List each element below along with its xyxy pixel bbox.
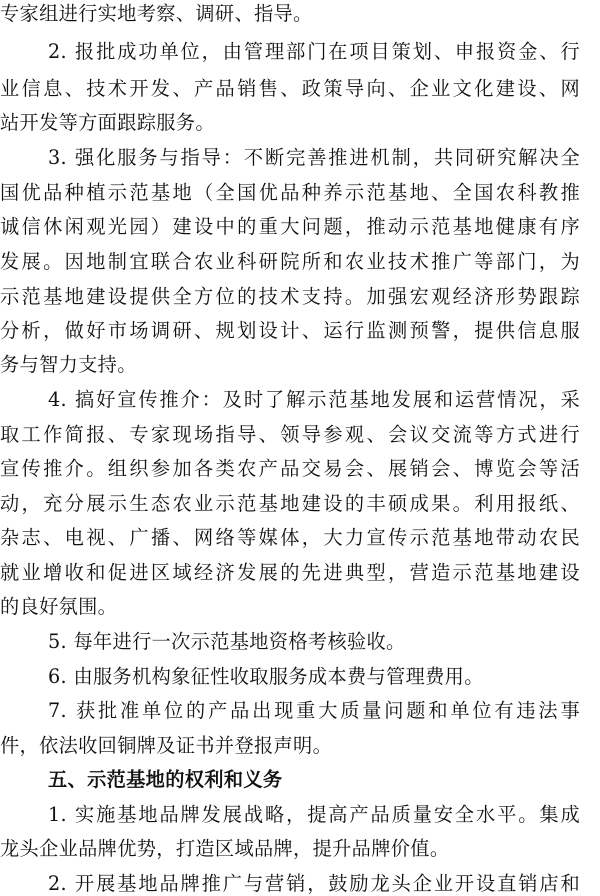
text-line: 7. 获批准单位的产品出现重大质量问题和单位有违法事 bbox=[48, 699, 580, 722]
text-line: 发展。因地制宜联合农业科研院所和农业技术推广等部门，为 bbox=[0, 250, 580, 273]
text-line: 业信息、技术开发、产品销售、政策导向、企业文化建设、网 bbox=[0, 77, 580, 100]
text-line: 6. 由服务机构象征性收取服务成本费与管理费用。 bbox=[48, 665, 484, 688]
text-line: 分析，做好市场调研、规划设计、运行监测预警，提供信息服 bbox=[0, 319, 580, 342]
text-line: 1. 实施基地品牌发展战略，提高产品质量安全水平。集成 bbox=[48, 803, 580, 826]
text-line: 的良好氛围。 bbox=[0, 595, 118, 618]
text-line: 4. 搞好宣传推介：及时了解示范基地发展和运营情况，采 bbox=[48, 388, 580, 411]
text-line: 取工作简报、专家现场指导、领导参观、会议交流等方式进行 bbox=[0, 423, 580, 446]
text-line: 宣传推介。组织参加各类农产品交易会、展销会、博览会等活 bbox=[0, 457, 580, 480]
text-line: 动，充分展示生态农业示范基地建设的丰硕成果。利用报纸、 bbox=[0, 492, 580, 515]
text-line: 2. 开展基地品牌推广与营销，鼓励龙头企业开设直销店和 bbox=[48, 872, 580, 895]
text-line: 龙头企业品牌优势，打造区域品牌，提升品牌价值。 bbox=[0, 837, 450, 860]
text-line: 国优品种植示范基地（全国优品种养示范基地、全国农科教推 bbox=[0, 181, 580, 204]
text-line: 站开发等方面跟踪服务。 bbox=[0, 111, 215, 134]
text-line: 务与智力支持。 bbox=[0, 353, 137, 376]
text-line: 专家组进行实地考察、调研、指导。 bbox=[0, 2, 313, 25]
text-line: 3. 强化服务与指导：不断完善推进机制，共同研究解决全 bbox=[48, 146, 580, 169]
text-line: 诚信休闲观光园）建设中的重大问题，推动示范基地健康有序 bbox=[0, 215, 580, 238]
text-line: 杂志、电视、广播、网络等媒体，大力宣传示范基地带动农民 bbox=[0, 526, 580, 549]
text-line: 2. 报批成功单位，由管理部门在项目策划、申报资金、行 bbox=[48, 40, 580, 63]
text-line: 就业增收和促进区域经济发展的先进典型，营造示范基地建设 bbox=[0, 561, 580, 584]
text-line: 示范基地建设提供全方位的技术支持。加强宏观经济形势跟踪 bbox=[0, 285, 580, 308]
text-line: 件，依法收回铜牌及证书并登报声明。 bbox=[0, 734, 333, 757]
section-heading: 五、示范基地的权利和义务 bbox=[48, 768, 283, 791]
text-line: 5. 每年进行一次示范基地资格考核验收。 bbox=[48, 630, 406, 653]
